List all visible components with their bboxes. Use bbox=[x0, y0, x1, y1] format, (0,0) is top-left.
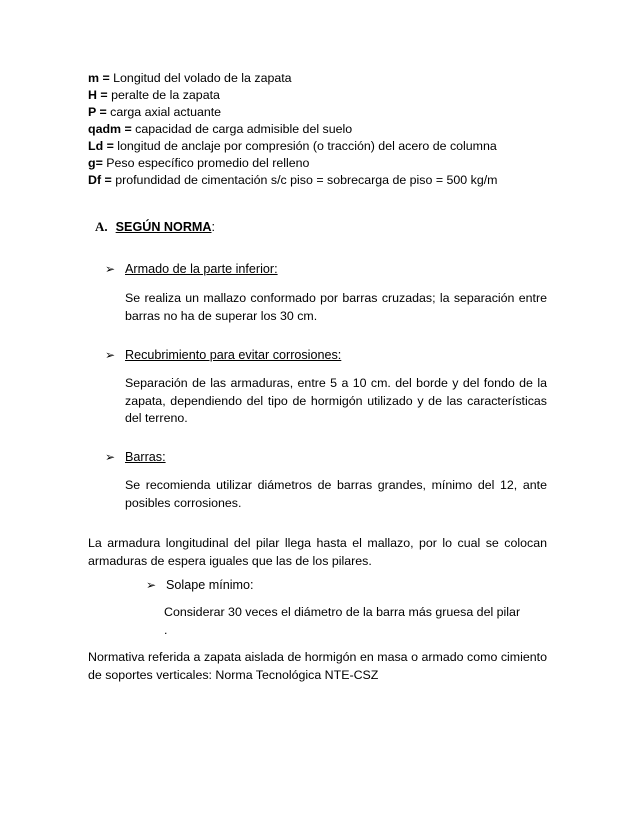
paragraph-line: Normativa referida a zapata aislada de hormigón en masa o armado como cimiento bbox=[88, 650, 547, 664]
definition-m bbox=[88, 70, 558, 87]
paragraph-line: zapata, dependiendo del tipo de hormigón utilizado y de las características bbox=[125, 393, 547, 408]
definition-df bbox=[88, 172, 558, 189]
paragraph-line: Separación de las armaduras, entre 5 a 10 cm. del borde y del fondo de la bbox=[125, 376, 547, 390]
definition-text: capacidad de carga admisible del suelo bbox=[131, 122, 353, 136]
arrow-bullet-icon: ➢ bbox=[105, 450, 116, 464]
definition-text: Peso específico promedio del relleno bbox=[102, 156, 310, 170]
section-colon: : bbox=[211, 220, 215, 234]
bullet-label: Armado de la parte inferior: bbox=[125, 262, 278, 276]
bullet-paragraph bbox=[125, 375, 547, 428]
bullet-paragraph bbox=[125, 477, 547, 512]
definition-text: Longitud del volado de la zapata bbox=[109, 71, 292, 85]
arrow-bullet-icon: ➢ bbox=[105, 348, 116, 362]
definitions-list bbox=[88, 70, 558, 189]
definition-g bbox=[88, 155, 558, 172]
bullet-heading bbox=[105, 262, 278, 276]
paragraph-line: armaduras de espera iguales que las de los pilares. bbox=[88, 553, 372, 568]
paragraph-line: posibles corrosiones. bbox=[125, 495, 242, 510]
section-letter: A. bbox=[95, 219, 108, 234]
paragraph-line: Se realiza un mallazo conformado por barras cruzadas; la separación entre bbox=[125, 291, 547, 305]
paragraph-line: . bbox=[164, 622, 168, 637]
definition-term: H = bbox=[88, 88, 108, 102]
definition-text: carga axial actuante bbox=[106, 105, 222, 119]
definition-p bbox=[88, 104, 558, 121]
sub-bullet-label: Solape mínimo: bbox=[166, 578, 254, 592]
arrow-bullet-icon: ➢ bbox=[105, 262, 116, 276]
definition-text: longitud de anclaje por compresión (o tracción) del acero de columna bbox=[113, 139, 497, 153]
section-title: SEGÚN NORMA bbox=[115, 220, 212, 234]
definition-qadm bbox=[88, 121, 558, 138]
bullet-heading bbox=[105, 348, 341, 362]
paragraph-line: barras no ha de superar los 30 cm. bbox=[125, 308, 318, 323]
definition-ld bbox=[88, 138, 558, 155]
definition-term: m = bbox=[88, 71, 110, 85]
definition-term: g= bbox=[88, 156, 103, 170]
paragraph-line: de soportes verticales: Norma Tecnológica NTE-CSZ bbox=[88, 667, 379, 682]
definition-term: qadm = bbox=[88, 122, 132, 136]
paragraph-line: Se recomienda utilizar diámetros de barras grandes, mínimo del 12, ante bbox=[125, 478, 547, 492]
definition-h bbox=[88, 87, 558, 104]
closing-paragraph bbox=[88, 649, 547, 684]
bullet-paragraph bbox=[125, 290, 547, 325]
paragraph-line: del terreno. bbox=[125, 411, 188, 425]
definition-text: profundidad de cimentación s/c piso = sobrecarga de piso = 500 kg/m bbox=[111, 173, 498, 187]
sub-bullet-paragraph bbox=[164, 604, 564, 639]
bullet-label: Barras: bbox=[125, 450, 166, 464]
section-heading bbox=[95, 219, 215, 235]
definition-term: Ld = bbox=[88, 139, 114, 153]
definition-term: Df = bbox=[88, 173, 112, 187]
bullet-label: Recubrimiento para evitar corrosiones: bbox=[125, 348, 342, 362]
paragraph-line: La armadura longitudinal del pilar llega hasta el mallazo, por lo cual se colocan bbox=[88, 536, 547, 550]
bullet-heading bbox=[105, 450, 166, 464]
body-paragraph bbox=[88, 535, 547, 570]
definition-term: P = bbox=[88, 105, 107, 119]
arrow-bullet-icon: ➢ bbox=[146, 578, 157, 592]
sub-bullet-heading bbox=[146, 578, 254, 592]
paragraph-line: Considerar 30 veces el diámetro de la barra más gruesa del pilar bbox=[164, 605, 521, 619]
definition-text: peralte de la zapata bbox=[107, 88, 220, 102]
